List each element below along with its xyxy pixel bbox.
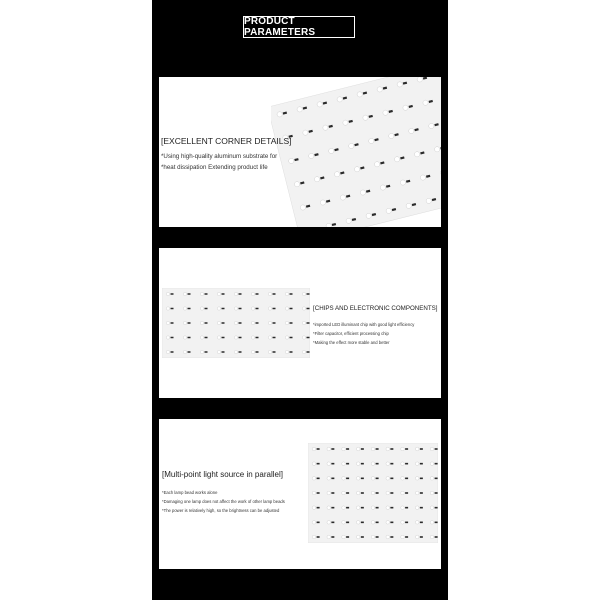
card-bullet: *heat dissipation Extending product life [161,164,268,171]
card-title: [Multi-point light source in parallel] [162,470,283,479]
card-title: [EXCELLENT CORNER DETAILS] [161,136,292,146]
card-bullet: *Using high-quality aluminum substrate for [161,153,278,160]
card-bullet: *Making the effect more stable and better [313,340,390,345]
pcb-board-graphic [271,77,441,227]
feature-card-corner-details [159,77,441,227]
feature-card-chips [159,248,441,398]
card-bullet: *Damaging one lamp does not affect the work of other lamp beads [162,499,285,504]
pcb-board-graphic [308,443,438,543]
card-title: [CHIPS AND ELECTRONIC COMPONENTS] [313,305,438,312]
feature-card-parallel [159,419,441,569]
pcb-board-photo [308,443,438,543]
pcb-board-graphic [162,288,310,358]
card-bullet: *Each lamp bead works alone [162,490,218,495]
pcb-board-photo [271,77,441,227]
card-bullet: *Filter capacitor, efficient processing chip [313,331,389,336]
section-header [243,16,355,38]
pcb-board-photo [162,288,310,358]
card-bullet: *imported LED illuminant chip with good light efficiency [313,322,415,327]
section-title: PRODUCT PARAMETERS [244,16,316,38]
card-bullet: *The power is relatively high, so the brightness can be adjusted [162,508,280,513]
